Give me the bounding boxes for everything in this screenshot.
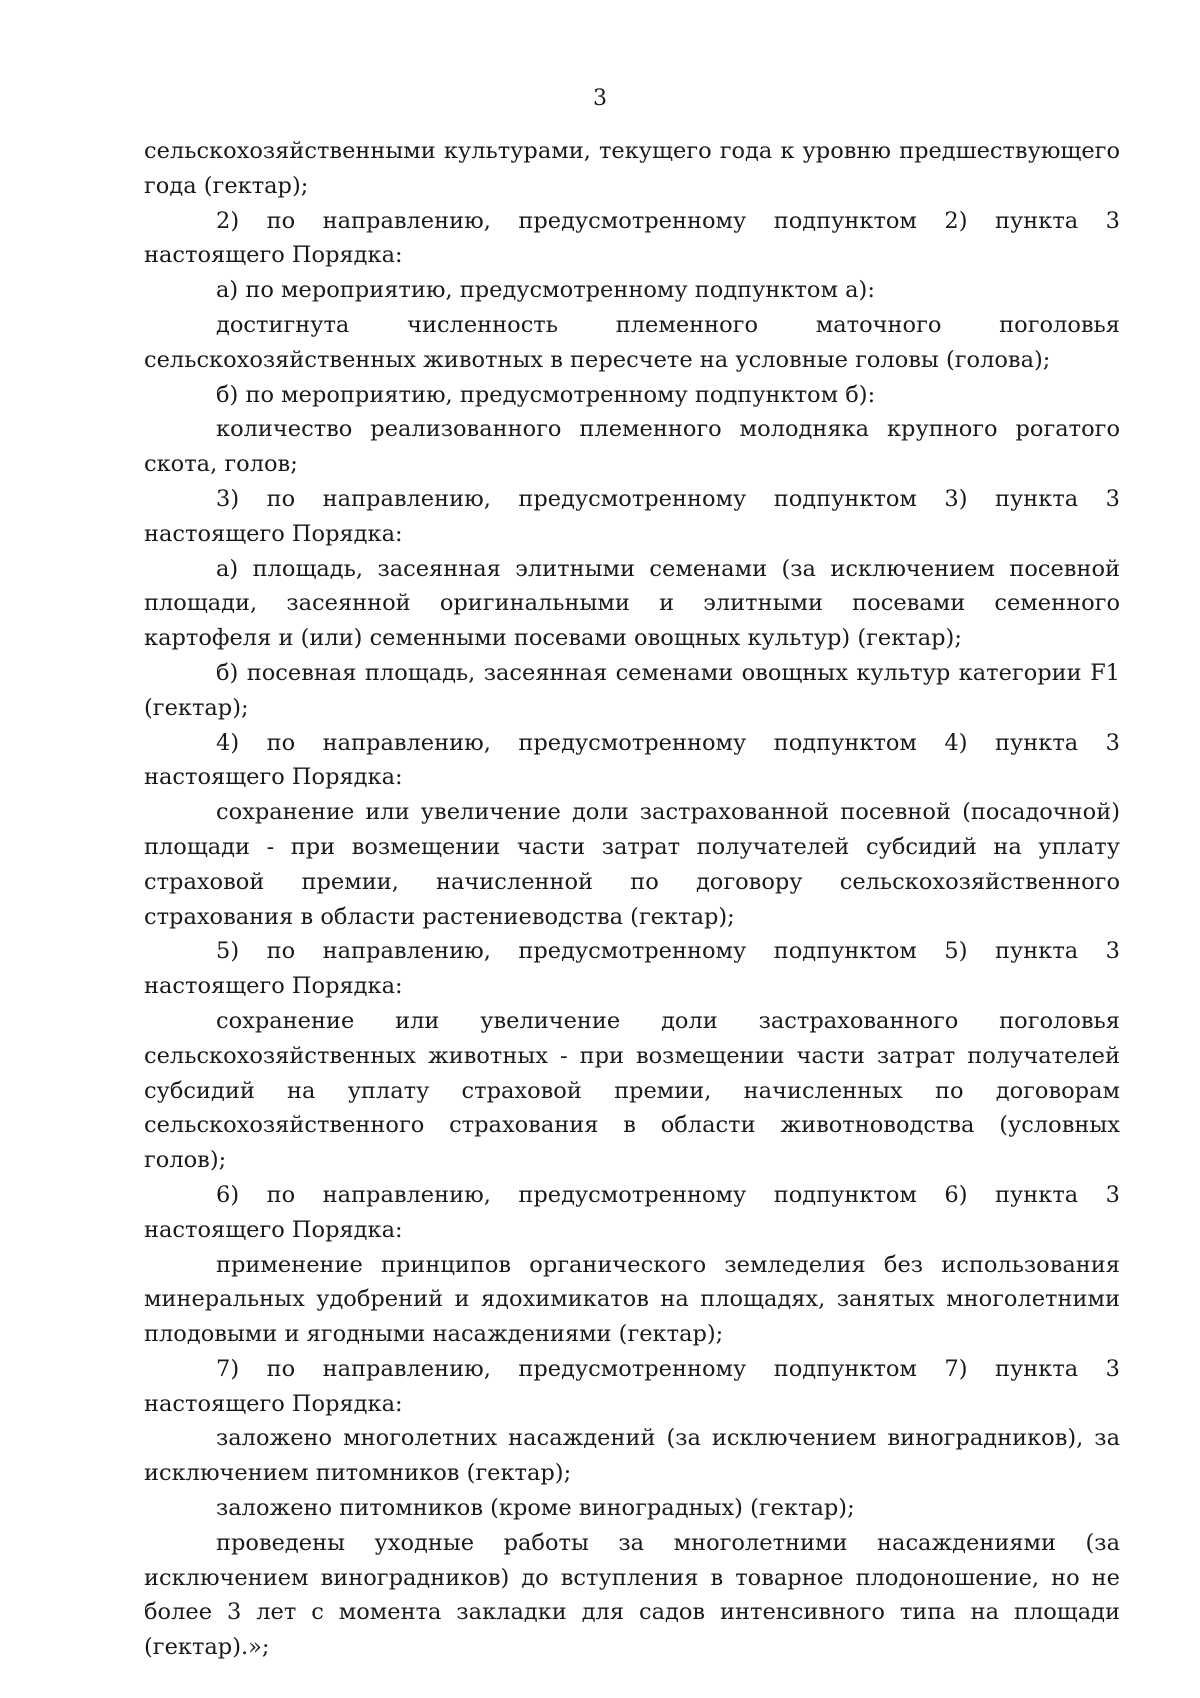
paragraph-subitem-3b: б) посевная площадь, засеянная семенами овощных культур категории F1 (гектар); bbox=[144, 659, 1120, 721]
paragraph-subitem-3a: а) площадь, засеянная элитными семенами (за исключением посевной площади, засеянной оригинальными и элитными посевами семенного картофеля и (или) семенными посевами овощных культур) (гектар); bbox=[144, 555, 1120, 652]
paragraph-indicator-2a: достигнута численность племенного маточного поголовья сельскохозяйственных животных в пересчете на условные головы (голова); bbox=[144, 311, 1120, 373]
page-number: 3 bbox=[593, 86, 607, 111]
paragraph-indicator-7-care-works: проведены уходные работы за многолетними насаждениями (за исключением виноградников) до вступления в товарное плодоношение, но не более 3 лет с момента закладки для садов интенсивного типа на площади (гектар).»; bbox=[144, 1529, 1120, 1661]
paragraph-item-5: 5) по направлению, предусмотренному подпунктом 5) пункта 3 настоящего Порядка: bbox=[144, 938, 1120, 1000]
paragraph-item-3: 3) по направлению, предусмотренному подпунктом 3) пункта 3 настоящего Порядка: bbox=[144, 485, 1120, 547]
paragraph-continuation: сельскохозяйственными культурами, текущего года к уровню предшествующего года (гектар); bbox=[144, 138, 1120, 199]
paragraph-indicator-7-nurseries: заложено питомников (кроме виноградных) (гектар); bbox=[216, 1495, 855, 1522]
paragraph-indicator-6: применение принципов органического земледелия без использования минеральных удобрений и ядохимикатов на площадях, занятых многолетними плодовыми и ягодными насаждениями (гектар); bbox=[144, 1251, 1120, 1348]
paragraph-indicator-7-plantings: заложено многолетних насаждений (за исключением виноградников), за исключением питомников (гектар); bbox=[144, 1425, 1120, 1487]
paragraph-item-2: 2) по направлению, предусмотренному подпунктом 2) пункта 3 настоящего Порядка: bbox=[144, 207, 1120, 269]
paragraph-indicator-5: сохранение или увеличение доли застрахованного поголовья сельскохозяйственных животных - при возмещении части затрат получателей субсидий на уплату страховой премии, начисленных по договорам сельскохозяйственного страхования в области животноводства (условных голов); bbox=[144, 1007, 1120, 1174]
paragraph-item-4: 4) по направлению, предусмотренному подпунктом 4) пункта 3 настоящего Порядка: bbox=[144, 729, 1120, 791]
paragraph-indicator-4: сохранение или увеличение доли застрахованной посевной (посадочной) площади - при возмещении части затрат получателей субсидий на уплату страховой премии, начисленной по договору сельскохозяйственного страхования в области растениеводства (гектар); bbox=[144, 799, 1120, 930]
paragraph-subitem-2a: а) по мероприятию, предусмотренному подпунктом а): bbox=[216, 277, 875, 304]
document-body bbox=[144, 134, 1120, 1665]
paragraph-subitem-2b: б) по мероприятию, предусмотренному подпунктом б): bbox=[216, 381, 876, 408]
paragraph-item-6: 6) по направлению, предусмотренному подпунктом 6) пункта 3 настоящего Порядка: bbox=[144, 1181, 1120, 1243]
paragraph-indicator-2b: количество реализованного племенного молодняка крупного рогатого скота, голов; bbox=[144, 416, 1120, 478]
paragraph-item-7: 7) по направлению, предусмотренному подпунктом 7) пункта 3 настоящего Порядка: bbox=[144, 1355, 1120, 1417]
